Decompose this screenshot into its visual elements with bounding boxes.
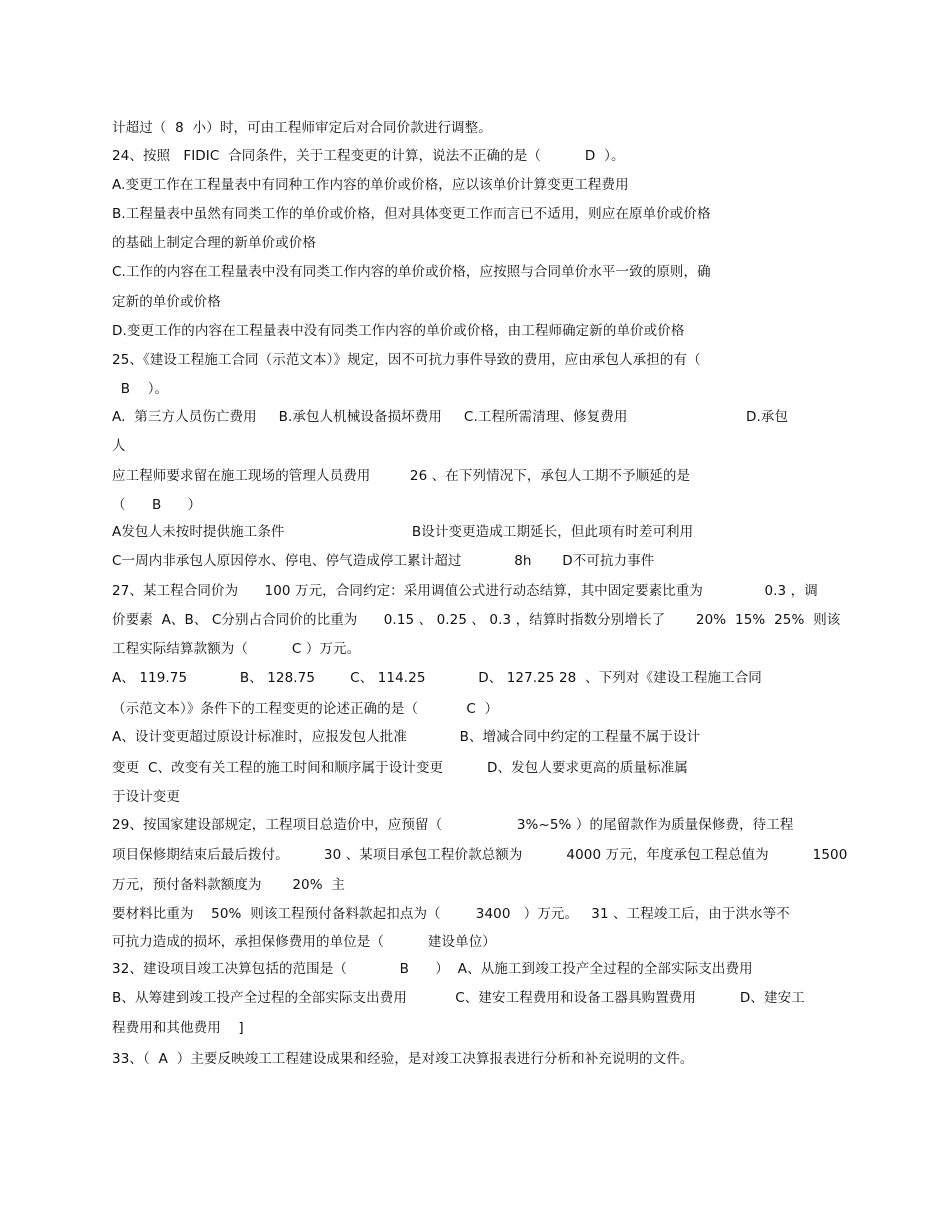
text-line: A、设计变更超过原设计标准时，应报发包人批准 B、增减合同中约定的工程量不属于设计 [112,729,701,745]
text-line: 万元，预付备料款额度为 20% 主 [112,877,346,893]
text-line: 变更 C、改变有关工程的施工时间和顺序属于设计变更 D、发包人要求更高的质量标准属 [112,760,688,776]
text-line: 程费用和其他费用 ] [112,1020,244,1036]
text-line: 人 [112,438,126,454]
question-33: 33、（ A ）主要反映竣工工程建设成果和经验，是对竣工决算报表进行分析和补充说明的文件。 [112,1051,694,1067]
question-28: A、 119.75 B、 128.75 C、 114.25 D、 127.25 28 、下列对《建设工程施工合同 [112,670,762,686]
question-29: 29、按国家建设部规定，工程项目总造价中，应预留（ 3%~5% ）的尾留款作为质量保修费，待工程 [112,817,794,833]
question-32: 32、建设项目竣工决算包括的范围是（ B ） A、从施工到竣工投产全过程的全部实际支出费用 [112,961,753,977]
text-line: 定新的单价或价格 [112,294,221,310]
question-31: 要材料比重为 50% 则该工程预付备料款起扣点为（ 3400 ）万元。 31 、工程竣工后，由于洪水等不 [112,906,790,922]
text-line: B ）。 [112,381,169,397]
text-line: B、从筹建到竣工投产全过程的全部实际支出费用 C、建安工程费用和设备工器具购置费用 D、建安工 [112,990,805,1006]
text-line: A. 第三方人员伤亡费用 B.承包人机械设备损坏费用 C.工程所需清理、修复费用 D.承包 [112,409,789,425]
text-line: 可抗力造成的损坏，承担保修费用的单位是（ 建设单位） [112,934,496,950]
question-30: 项目保修期结束后最后拨付。 30 、某项目承包工程价款总额为 4000 万元，年度承包工程总值为 1500 [112,847,848,863]
text-line: 价要素 A、B、 C分别占合同价的比重为 0.15 、 0.25 、 0.3 ，结算时指数分别增长了 20% 15% 25% 则该 [112,612,841,628]
question-26: 应工程师要求留在施工现场的管理人员费用 26 、在下列情况下，承包人工期不予顺延的是 [112,468,691,484]
text-line: 的基础上制定合理的新单价或价格 [112,235,316,251]
question-27: 27、某工程合同价为 100 万元，合同约定：采用调值公式进行动态结算，其中固定要素比重为 0.3 ，调 [112,583,818,599]
question-24: 24、按照 FIDIC 合同条件，关于工程变更的计算，说法不正确的是（ D ）。 [112,148,625,164]
text-line: （ B ） [112,497,202,513]
text-line: 于设计变更 [112,789,180,805]
text-line: D.变更工作的内容在工程量表中没有同类工作内容的单价或价格，由工程师确定新的单价或价格 [112,323,685,339]
text-line: 工程实际结算款额为（ C ）万元。 [112,641,361,657]
text-line: C.工作的内容在工程量表中没有同类工作内容的单价或价格，应按照与合同单价水平一致的原则，确 [112,264,711,280]
question-25: 25、《建设工程施工合同（示范文本）》规定，因不可抗力事件导致的费用，应由承包人承担的有（ [112,352,701,368]
text-line: 计超过（ 8 小）时，可由工程师审定后对合同价款进行调整。 [112,120,492,136]
text-line: A发包人未按时提供施工条件 B设计变更造成工期延长，但此项有时差可利用 [112,524,694,540]
text-line: B.工程量表中虽然有同类工作的单价或价格，但对具体变更工作而言已不适用，则应在原单价或价格 [112,206,711,222]
text-line: A.变更工作在工程量表中有同种工作内容的单价或价格，应以该单价计算变更工程费用 [112,177,629,193]
text-line: （示范文本）》条件下的工程变更的论述正确的是（ C ） [112,701,499,717]
text-line: C一周内非承包人原因停水、停电、停气造成停工累计超过 8h D不可抗力事件 [112,553,655,569]
